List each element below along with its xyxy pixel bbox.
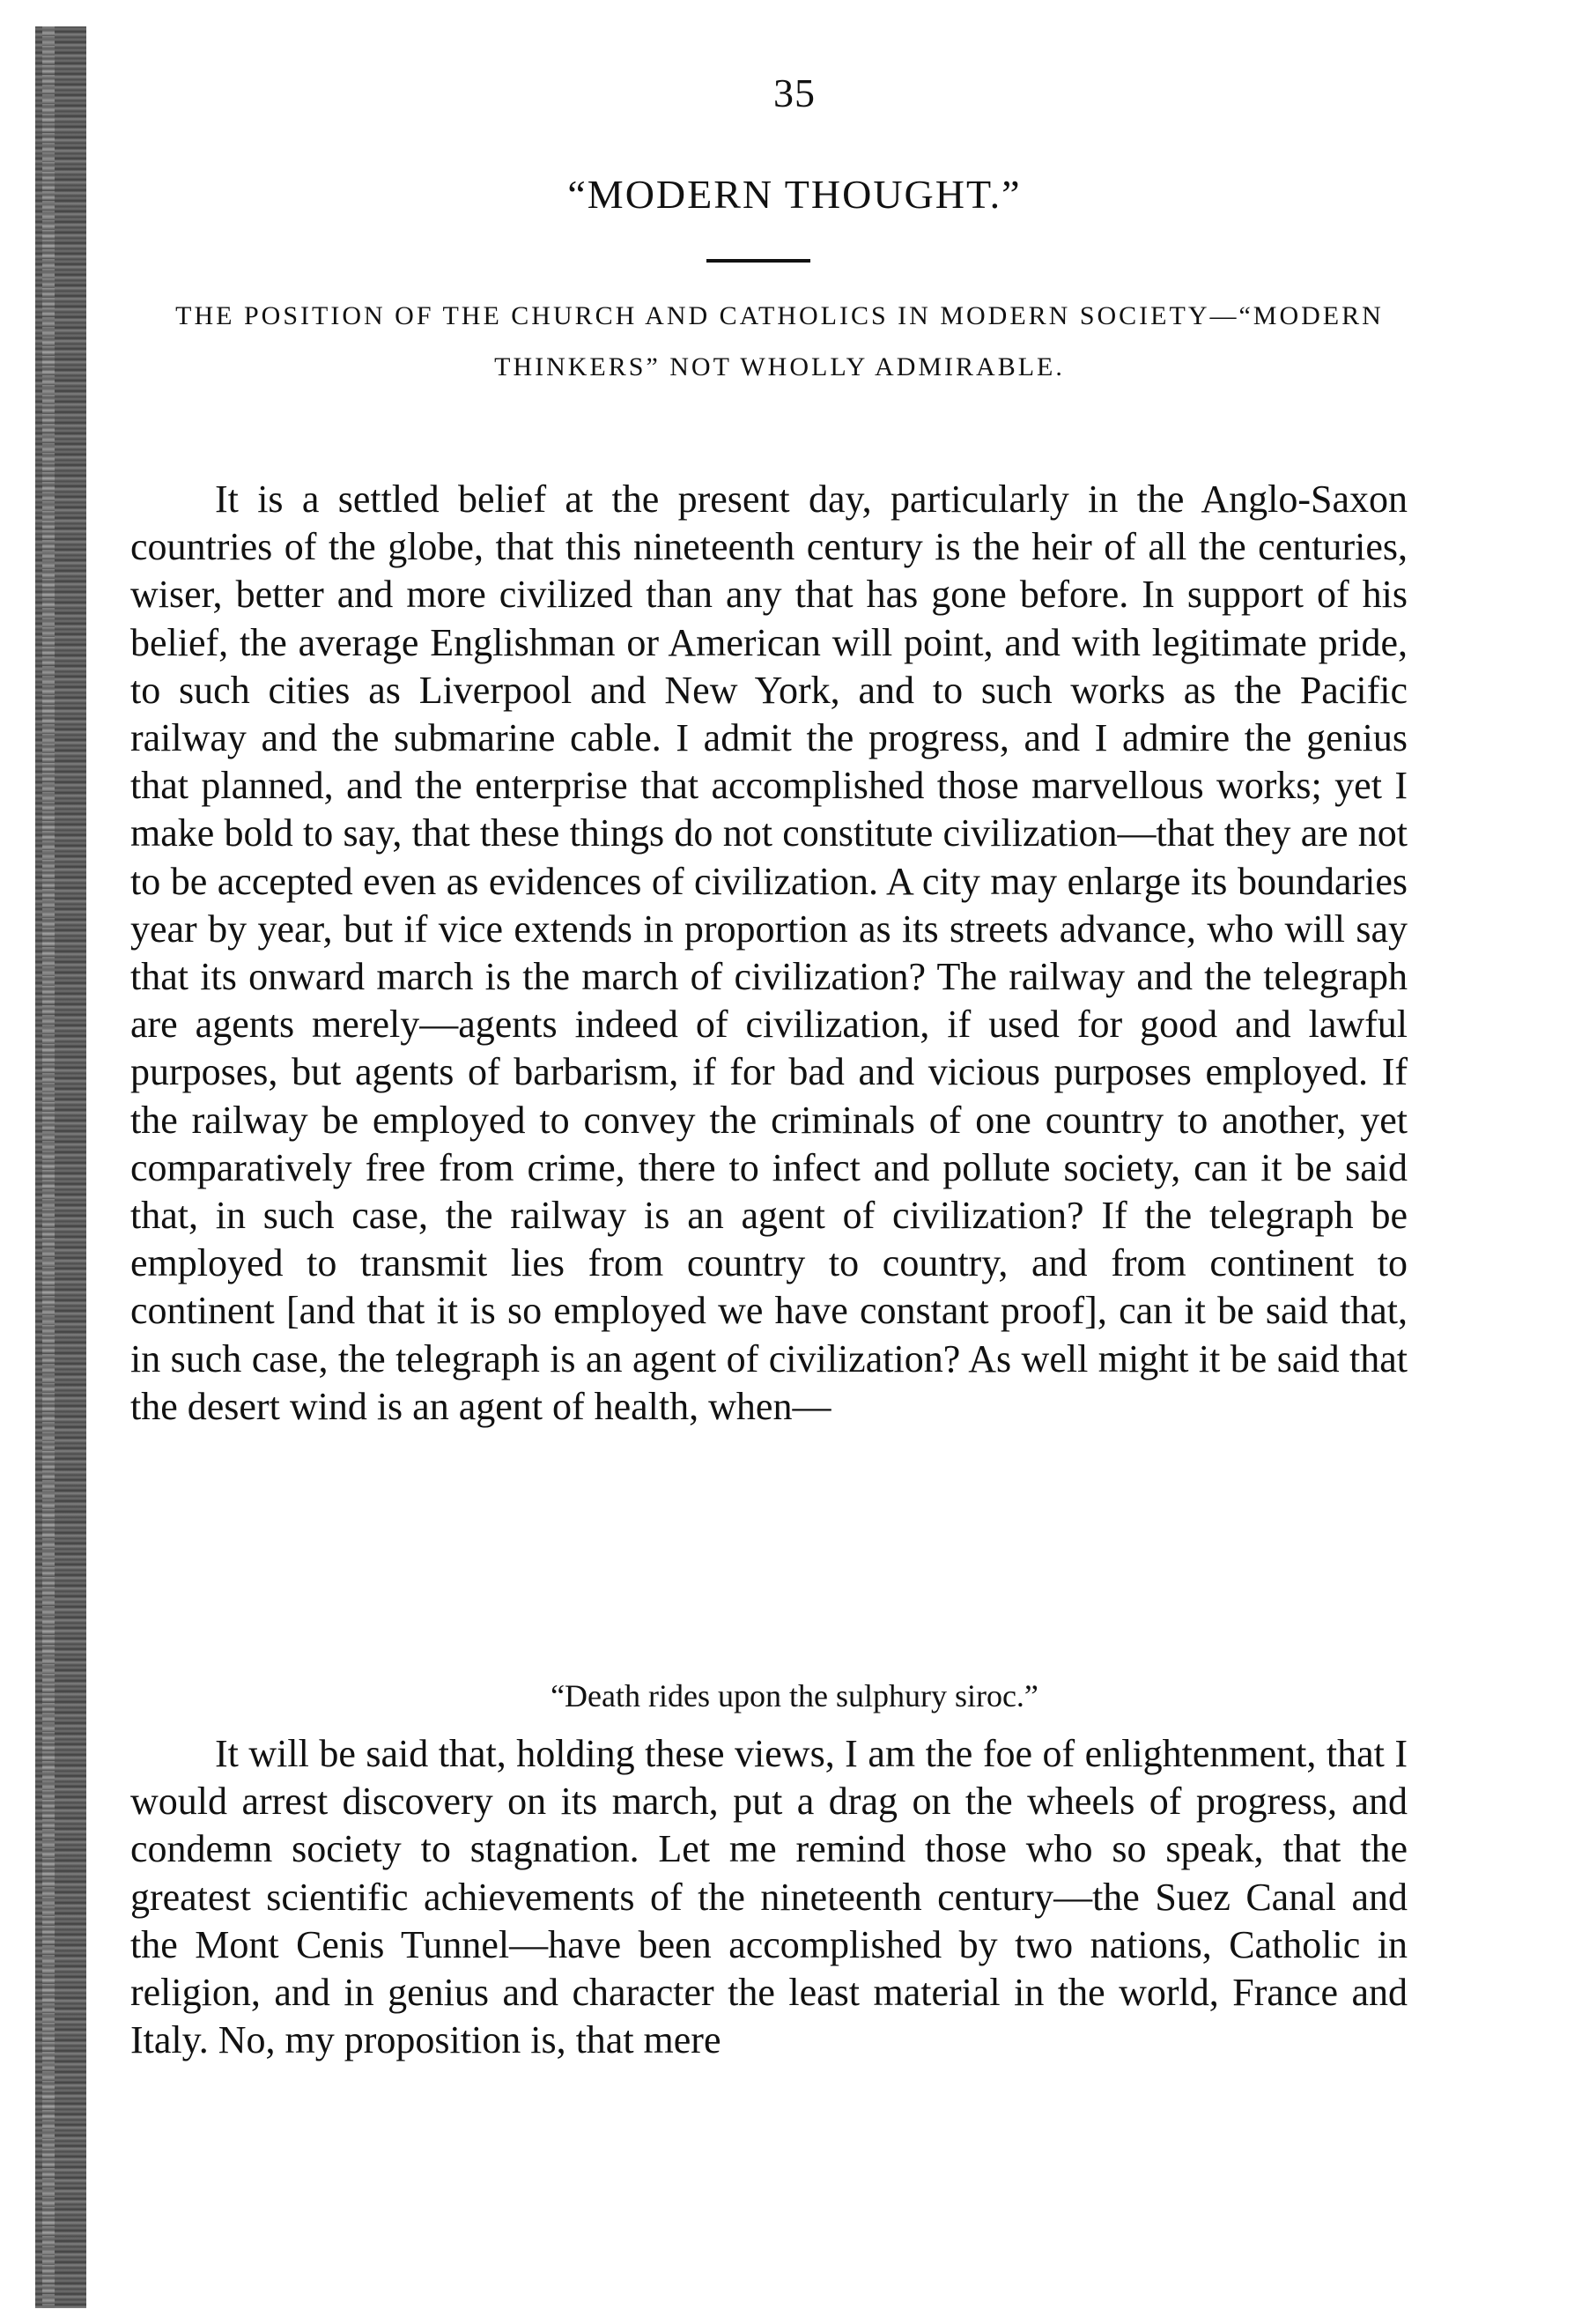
chapter-summary: THE POSITION OF THE CHURCH AND CATHOLICS IN MODERN SOCIETY—“MODERN THINKERS” NOT WHOLLY ADMIRABLE. bbox=[175, 301, 1384, 381]
title-divider bbox=[706, 259, 810, 263]
page-number: 35 bbox=[773, 70, 816, 115]
body-paragraph-2: It will be said that, holding these views, I am the foe of enlightenment, that I would arrest discovery on its march, put a drag on the wheels of progress, and condemn society to stagnation. Let me remind those who so speak, that the greatest scientific achievements of the nineteenth century—the Suez Canal and the Mont Cenis Tunnel—have been accomplished by two nations, Catholic in religion, and in genius and character the least material in the world, France and Italy. No, my proposition is, that mere bbox=[130, 1732, 1408, 2062]
verse-quote: “Death rides upon the sulphury siroc.” bbox=[551, 1678, 1038, 1713]
chapter-title: “MODERN THOUGHT.” bbox=[567, 172, 1022, 217]
page-binding-edge bbox=[35, 26, 86, 2308]
body-paragraph-1: It is a settled belief at the present day, particularly in the Anglo-Saxon countries of the globe, that this nineteenth century is the heir of all the centuries, wiser, better and more civilized than any that has gone before. In support of his belief, the average Englishman or American will point, and with legitimate pride, to such cities as Liverpool and New York, and to such works as the Pacific railway and the submarine cable. I admit the progress, and I admire the genius that planned, and the enterprise that accomplished those marvellous works; yet I make bold to say, that these things do not constitute civilization—that they are not to be accepted even as evidences of civilization. A city may enlarge its boundaries year by year, but if vice extends in proportion as its streets advance, who will say that its onward march is the march of civilization? The railway and the telegraph are agents merely—agents indeed of civilization, if used for good and lawful purposes, but agents of barbarism, if for bad and vicious purposes employed. If the railway be employed to convey the criminals of one country to another, yet comparatively free from crime, there to infect and pollute society, can it be said that, in such case, the railway is an agent of civilization? If the telegraph be employed to transmit lies from country to country, and from continent to continent [and that it is so employed we have constant proof], can it be said that, in such case, the telegraph is an agent of civilization? As well might it be said that the desert wind is an agent of health, when— bbox=[130, 477, 1408, 1428]
